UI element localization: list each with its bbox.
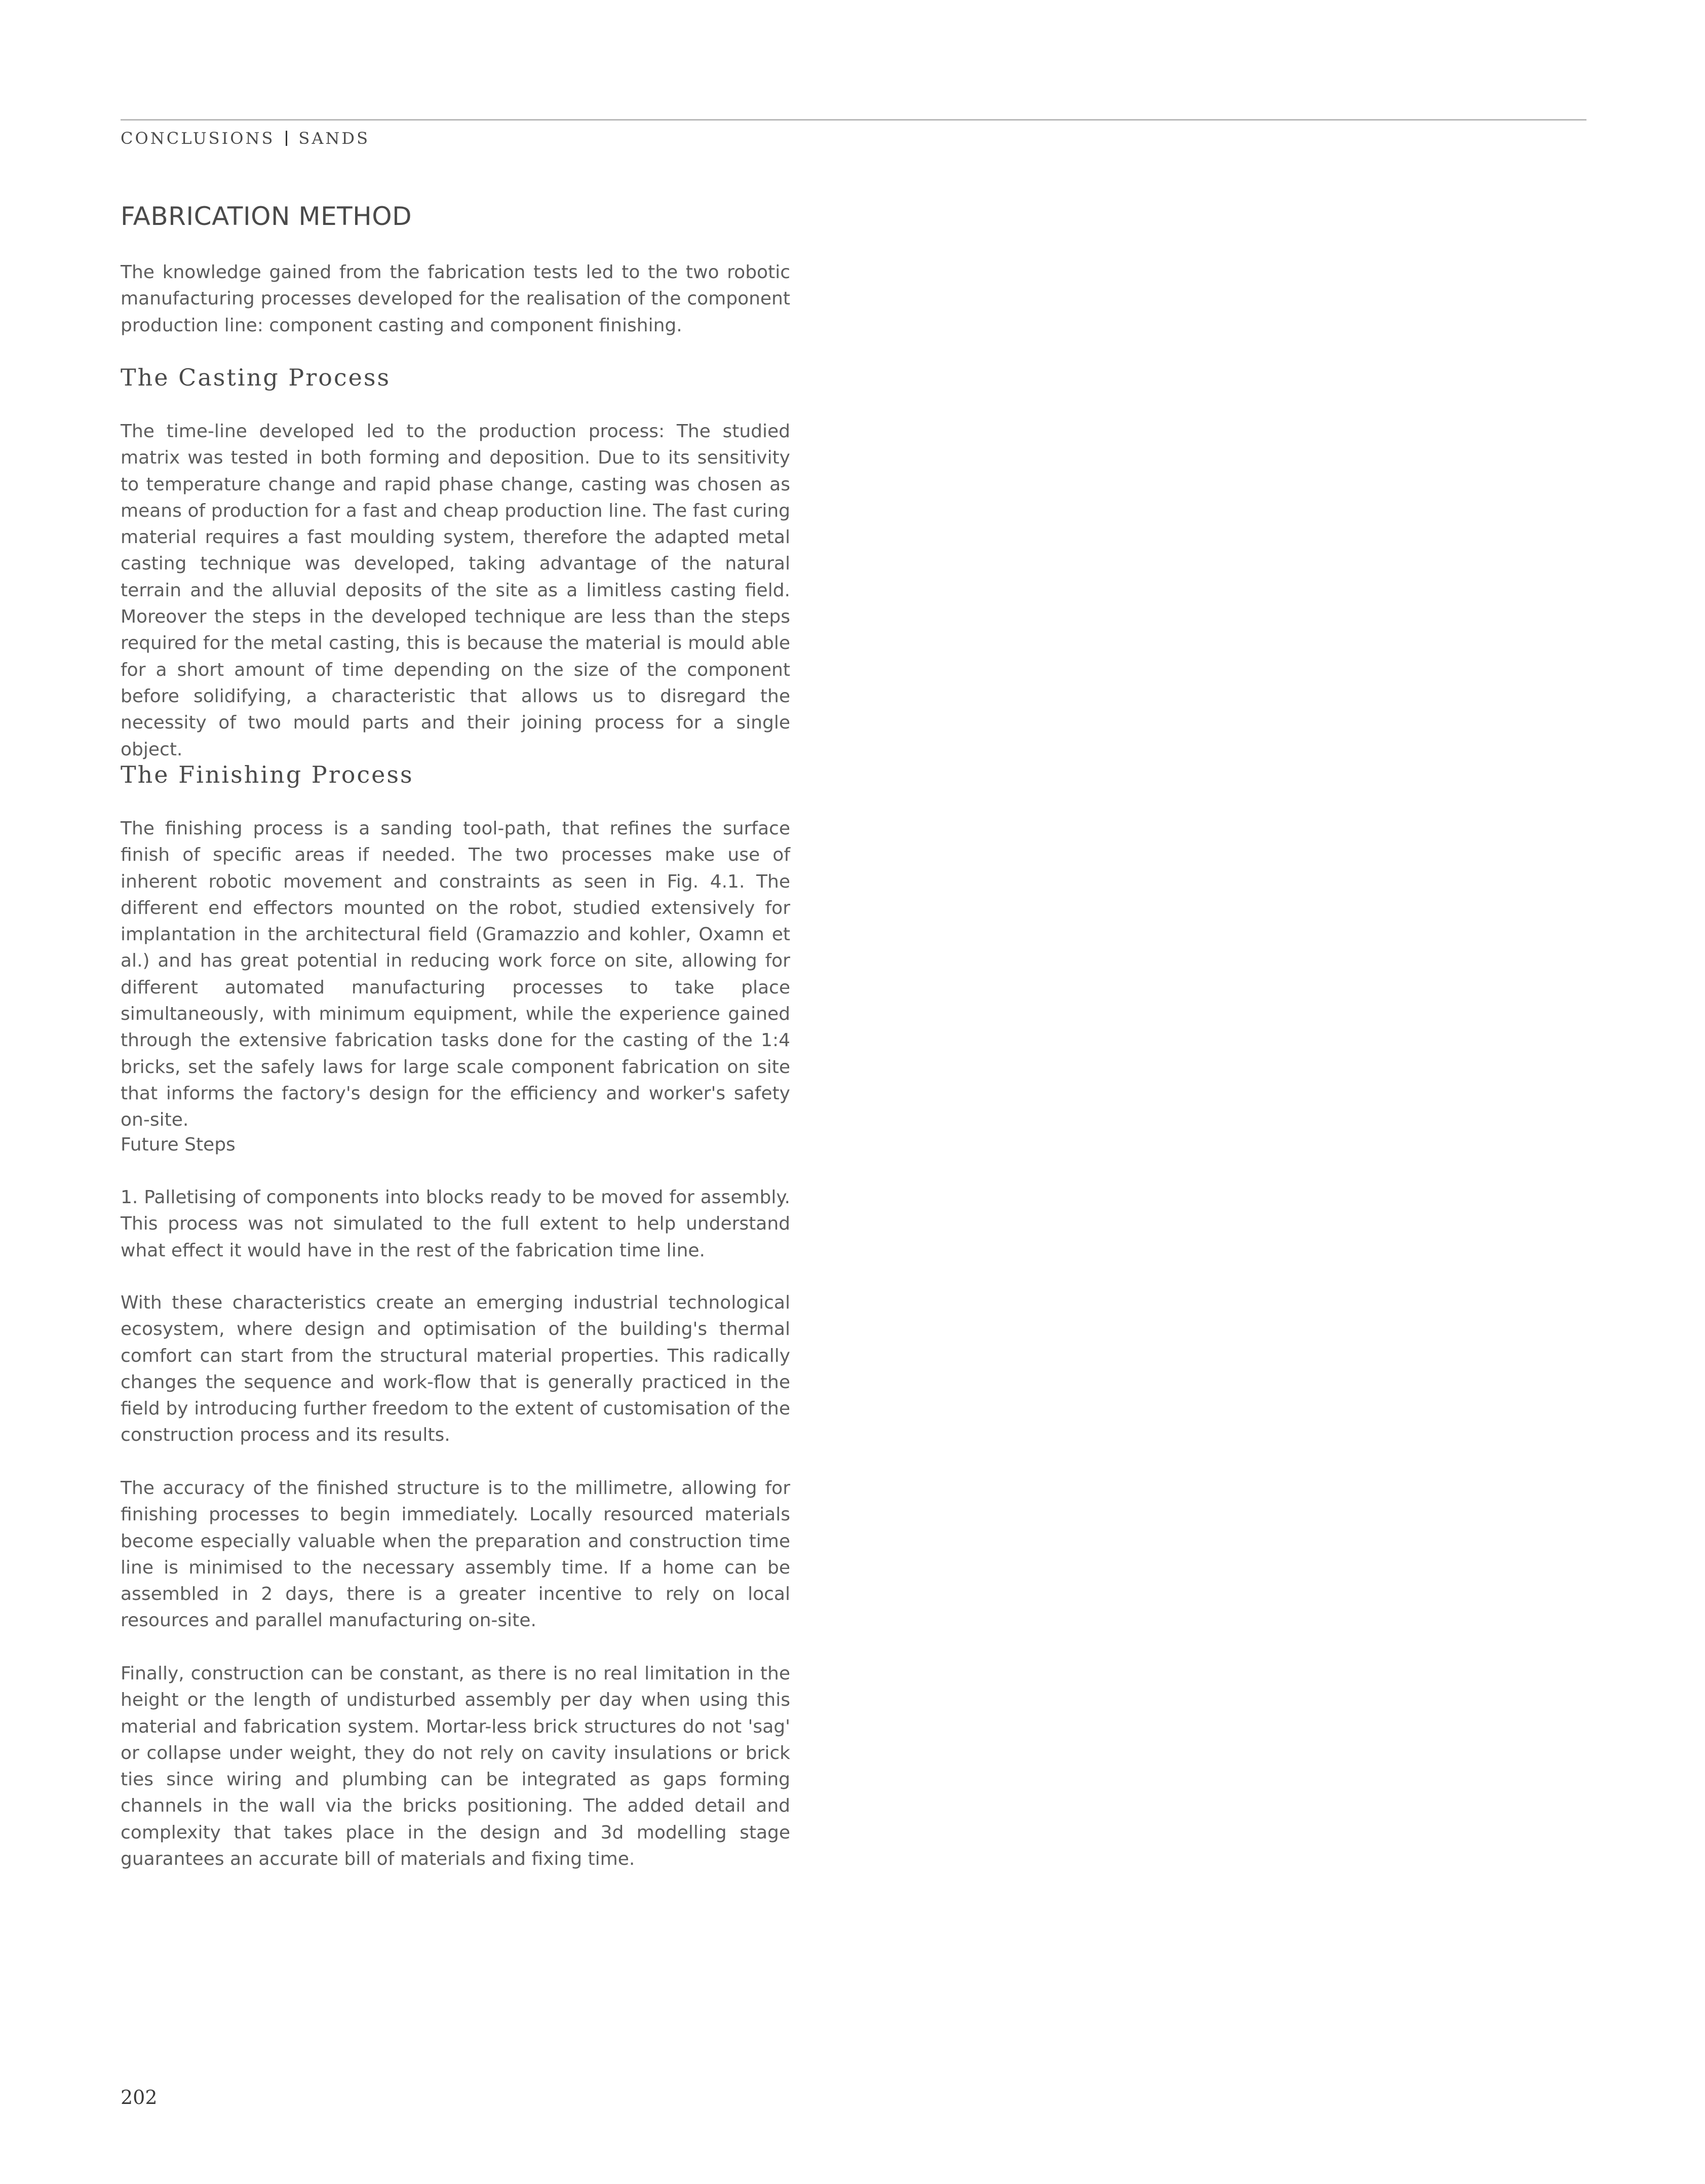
accuracy-paragraph: The accuracy of the finished structure is to the millimetre, allowing for finishing processes to begin immediately. Locally resourced materials become especially valuable when the preparation and construction time line is minimised to the necessary assembly time. If a home can be assembled in 2 days, there is a greater incentive to rely on local resources and parallel manufacturing on-site. (121, 1478, 790, 1631)
header-rule (121, 119, 1586, 121)
intro-paragraph: The knowledge gained from the fabrication tests led to the two robotic manufacturing processes developed for the realisation of the component production line: component casting and component finishing. (121, 262, 790, 336)
construction-paragraph: Finally, construction can be constant, as there is no real limitation in the height or the length of undisturbed assembly per day when using this material and fabrication system. Mortar-less brick structures do not 'sag' or collapse under weight, they do not rely on cavity insulations or brick ties since wiring and plumbing can be integrated as gaps forming channels in the wall via the bricks positioning. The added detail and complexity that takes place in the design and 3d modelling stage guarantees an accurate bill of materials and fixing time. (121, 1663, 790, 1870)
casting-heading: The Casting Process (121, 364, 391, 391)
running-head (121, 129, 370, 148)
future-steps-heading: Future Steps (121, 1134, 236, 1155)
header-separator (286, 131, 287, 146)
future-step-1: 1. Palletising of components into blocks ready to be moved for assembly. This process was not simulated to the full extent to help understand what effect it would have in the rest of the fabrication time line. (121, 1187, 790, 1261)
chapter-label: SANDS (298, 129, 370, 148)
casting-paragraph: The time-line developed led to the production process: The studied matrix was tested in both forming and deposition. Due to its sensitivity to temperature change and rapid phase change, casting was chosen as means of production for a fast and cheap production line. The fast curing material requires a fast moulding system, therefore the adapted metal casting technique was developed, taking advantage of the natural terrain and the alluvial deposits of the site as a limitless casting field. Moreover the steps in the developed technique are less than the steps required for the metal casting, this is because the material is mould able for a short amount of time depending on the size of the component before solidifying, a characteristic that allows us to disregard the necessity of two mould parts and their joining process for a single object. (121, 421, 790, 760)
finishing-paragraph: The finishing process is a sanding tool-path, that refines the surface finish of specific areas if needed. The two processes make use of inherent robotic movement and constraints as seen in Fig. 4.1. The different end effectors mounted on the robot, studied extensively for implantation in the architectural field (Gramazzio and kohler, Oxamn et al.) and has great potential in reducing work force on site, allowing for different automated manufacturing processes to take place simultaneously, with minimum equipment, while the experience gained through the extensive fabrication tasks done for the casting of the 1:4 bricks, set the safely laws for large scale component fabrication on site that informs the factory's design for the efficiency and worker's safety on-site. (121, 818, 790, 1131)
section-label: CONCLUSIONS (121, 129, 275, 148)
page-number: 202 (121, 2086, 158, 2109)
finishing-heading: The Finishing Process (121, 761, 414, 788)
page-title: FABRICATION METHOD (121, 202, 412, 231)
ecosystem-paragraph: With these characteristics create an emerging industrial technological ecosystem, where design and optimisation of the building's thermal comfort can start from the structural material properties. This radically changes the sequence and work-flow that is generally practiced in the field by introducing further freedom to the extent of customisation of the construction process and its results. (121, 1292, 790, 1446)
